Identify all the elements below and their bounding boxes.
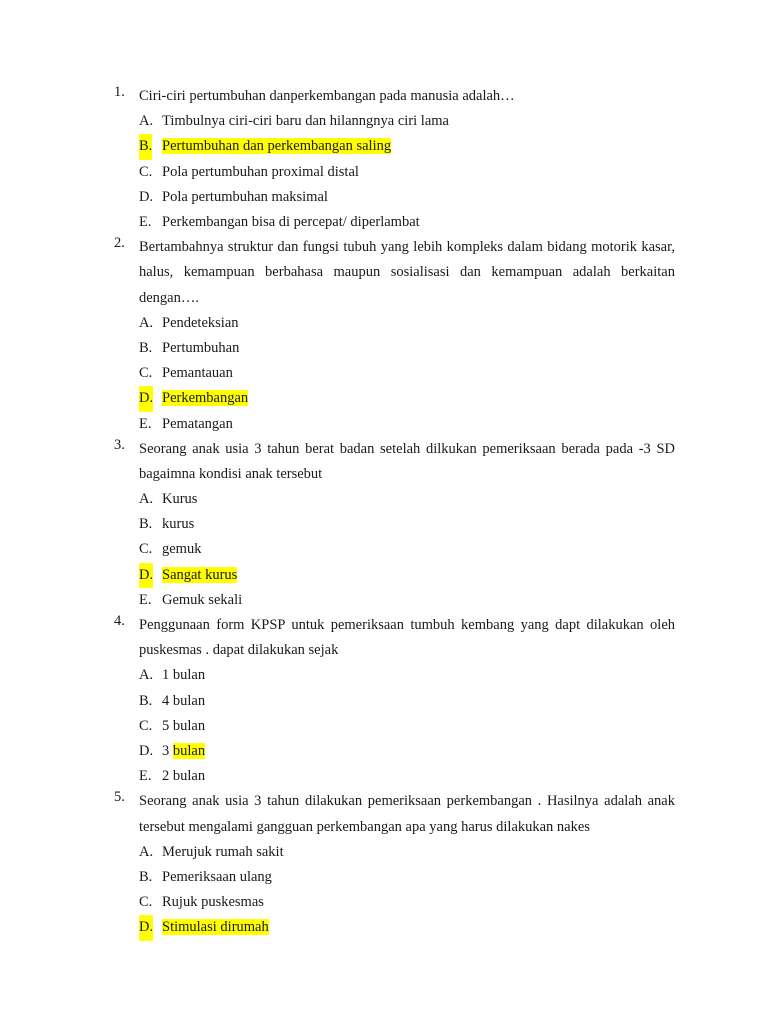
- option-letter: E.: [139, 591, 152, 608]
- answer-option: [139, 663, 675, 688]
- answer-option: [139, 487, 675, 512]
- answer-option: [139, 689, 675, 714]
- option-text: Merujuk rumah sakit: [162, 843, 284, 860]
- option-text-wrapper: [162, 865, 272, 890]
- answer-option: [139, 764, 675, 789]
- answer-option: [139, 412, 675, 437]
- question-number: 4.: [114, 613, 125, 630]
- option-letter: D.: [139, 563, 153, 588]
- option-text: 2 bulan: [162, 768, 206, 785]
- option-text-wrapper: [162, 487, 197, 512]
- option-text: gemuk: [162, 541, 202, 558]
- option-text-wrapper: [162, 739, 205, 764]
- option-letter: A.: [139, 314, 154, 331]
- question-number: 1.: [114, 84, 125, 100]
- answer-option: [139, 714, 675, 739]
- highlighted-answer-text: Perkembangan: [162, 390, 249, 407]
- option-letter: B.: [139, 692, 153, 709]
- option-text-wrapper: [162, 185, 328, 210]
- option-text-wrapper: [162, 336, 239, 361]
- option-text-wrapper: [162, 663, 205, 688]
- option-letter: B.: [139, 868, 153, 885]
- option-text-wrapper: [162, 160, 359, 185]
- question-item: [114, 437, 675, 613]
- option-text: Pemantauan: [162, 365, 233, 382]
- option-letter: D.: [139, 743, 154, 759]
- option-text: Kurus: [162, 491, 198, 508]
- option-letter: E.: [139, 213, 152, 230]
- question-number: 3.: [114, 436, 125, 453]
- highlighted-answer-text: Sangat kurus: [162, 566, 238, 583]
- option-text-wrapper: [162, 361, 233, 386]
- option-text-wrapper: [162, 210, 420, 235]
- option-text-wrapper: [162, 412, 233, 437]
- answer-option: [139, 386, 675, 411]
- option-text: Pola pertumbuhan proximal distal: [162, 163, 359, 180]
- option-letter: B.: [139, 516, 153, 533]
- option-text: 4 bulan: [162, 692, 206, 709]
- option-text-wrapper: [162, 512, 194, 537]
- question-item: [114, 235, 675, 437]
- question-item: [114, 789, 675, 940]
- question-text: Seorang anak usia 3 tahun berat badan setelah dilkukan pemeriksaan berada pada -3 SD bagaimna kondisi anak tersebut: [139, 440, 675, 482]
- option-text-wrapper: [162, 109, 449, 134]
- answer-options: [139, 840, 675, 941]
- option-text: 1 bulan: [162, 667, 206, 684]
- answer-options: [139, 311, 675, 437]
- option-text: Timbulnya ciri-ciri baru dan hilanngnya ciri lama: [162, 113, 449, 130]
- option-text: Pendeteksian: [162, 314, 239, 331]
- question-list: [114, 84, 675, 941]
- option-text-wrapper: [162, 588, 242, 613]
- option-letter: B.: [139, 134, 152, 159]
- answer-option: [139, 210, 675, 235]
- option-letter: A.: [139, 113, 154, 130]
- option-text: 5 bulan: [162, 717, 206, 734]
- option-letter: C.: [139, 894, 153, 911]
- answer-option: [139, 890, 675, 915]
- option-letter: A.: [139, 491, 154, 508]
- option-text-wrapper: [162, 890, 264, 915]
- question-number: 2.: [114, 235, 125, 252]
- option-text: Pemeriksaan ulang: [162, 868, 272, 885]
- option-text-wrapper: [162, 311, 239, 336]
- answer-option: [139, 537, 675, 562]
- answer-option: [139, 563, 675, 588]
- answer-option: [139, 739, 675, 764]
- option-letter: E.: [139, 768, 152, 785]
- option-letter: C.: [139, 541, 153, 558]
- highlighted-answer-text: Stimulasi dirumah: [162, 919, 269, 936]
- option-text-wrapper: [162, 689, 205, 714]
- question-item: [114, 84, 675, 235]
- option-letter: A.: [139, 667, 154, 684]
- option-letter: C.: [139, 717, 153, 734]
- option-text: Pematangan: [162, 415, 233, 432]
- answer-option: [139, 865, 675, 890]
- question-text: Seorang anak usia 3 tahun dilakukan pemeriksaan perkembangan . Hasilnya adalah anak tersebut mengalami gangguan perkembangan apa yang harus dilakukan nakes: [139, 793, 675, 835]
- answer-option: [139, 134, 675, 159]
- option-text-wrapper: [162, 764, 205, 789]
- answer-option: [139, 512, 675, 537]
- answer-option: [139, 361, 675, 386]
- option-text-wrapper: [162, 386, 248, 411]
- option-text-wrapper: [162, 915, 269, 940]
- option-letter: C.: [139, 163, 153, 180]
- answer-option: [139, 915, 675, 940]
- option-letter: D.: [139, 915, 153, 940]
- option-text-wrapper: [162, 537, 201, 562]
- question-item: [114, 613, 675, 789]
- highlighted-answer-text: Pertumbuhan dan perkembangan saling: [162, 138, 392, 155]
- question-text: Bertambahnya struktur dan fungsi tubuh yang lebih kompleks dalam bidang motorik kasar, halus, kemampuan berbahasa maupun sosialisasi dan kemampuan adalah berkaitan dengan….: [139, 239, 675, 306]
- highlighted-answer-text: bulan: [172, 743, 206, 759]
- option-letter: E.: [139, 415, 152, 432]
- answer-option: [139, 336, 675, 361]
- question-text: Penggunaan form KPSP untuk pemeriksaan tumbuh kembang yang dapt dilakukan oleh puskesmas . dapat dilakukan sejak: [139, 617, 675, 659]
- answer-option: [139, 311, 675, 336]
- option-text-wrapper: [162, 714, 205, 739]
- option-text: Perkembangan bisa di percepat/ diperlambat: [162, 213, 420, 230]
- question-text: Ciri-ciri pertumbuhan danperkembangan pada manusia adalah…: [139, 88, 515, 104]
- option-letter: D.: [139, 188, 154, 205]
- answer-option: [139, 840, 675, 865]
- option-text-wrapper: [162, 134, 391, 159]
- answer-options: [139, 487, 675, 613]
- question-number: 5.: [114, 789, 125, 806]
- option-text: Pola pertumbuhan maksimal: [162, 188, 328, 205]
- option-letter: B.: [139, 339, 153, 356]
- option-text-wrapper: [162, 563, 237, 588]
- option-letter: A.: [139, 843, 154, 860]
- option-letter: D.: [139, 386, 153, 411]
- option-text: Pertumbuhan: [162, 339, 240, 356]
- option-letter: C.: [139, 365, 153, 382]
- answer-option: [139, 588, 675, 613]
- answer-option: [139, 185, 675, 210]
- option-text: Gemuk sekali: [162, 591, 243, 608]
- answer-option: [139, 109, 675, 134]
- option-text: Rujuk puskesmas: [162, 894, 264, 911]
- answer-option: [139, 160, 675, 185]
- answer-options: [139, 663, 675, 789]
- option-text-wrapper: [162, 840, 284, 865]
- option-prefix: 3: [162, 743, 173, 759]
- answer-options: [139, 109, 675, 235]
- option-text: kurus: [162, 516, 195, 533]
